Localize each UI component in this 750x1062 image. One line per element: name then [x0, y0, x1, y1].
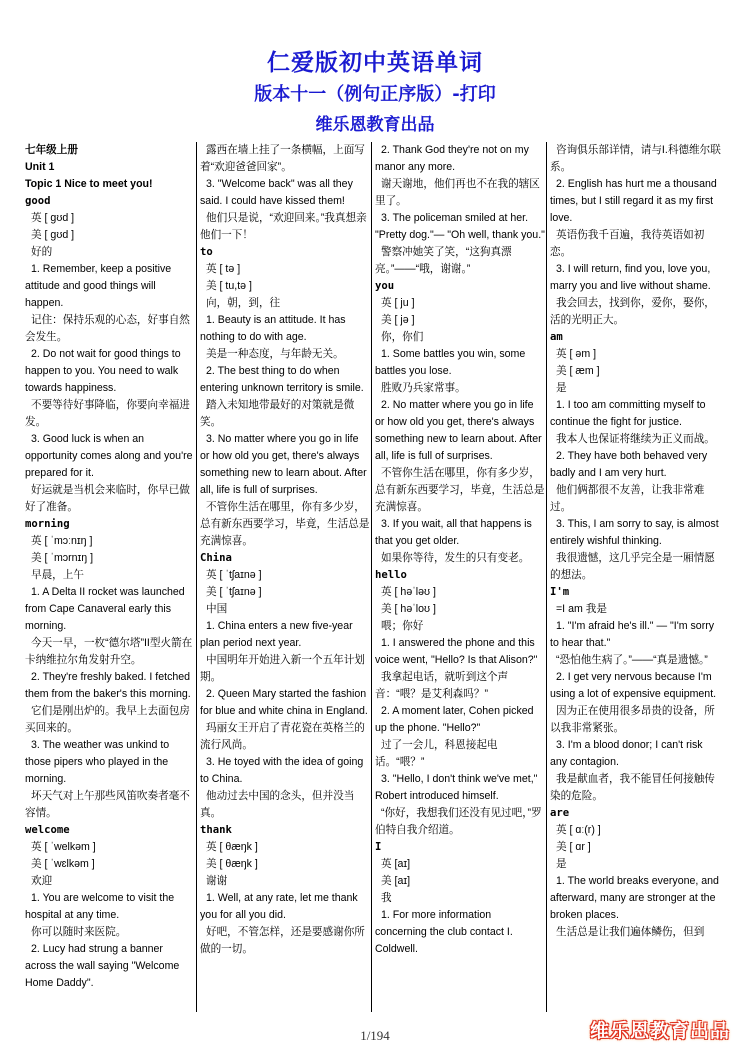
publisher-line: 维乐恩教育出品: [315, 115, 435, 135]
entry-line: 英 [ ɡʊd ]: [31, 212, 75, 224]
word-headword: are: [550, 807, 570, 819]
entry-line: 英 [ ˈwelkəm ]: [31, 841, 96, 853]
entry-line: 咨询俱乐部详情，请与I.科德维尔联系。: [550, 144, 721, 173]
entry-line: 英 [ tə ]: [206, 263, 241, 275]
entry-line: 1. Remember, keep a positive attitude and good things will happen.: [25, 263, 172, 309]
entry-line: 他动过去中国的念头，但并没当真。: [200, 790, 355, 819]
entry-line: 3. The policeman smiled at her. "Pretty dog."— "Oh well, thank you.": [375, 212, 545, 241]
entry-line: 美 [ θæŋk ]: [206, 858, 258, 870]
column-3: [375, 142, 545, 1012]
entry-line: 它们是刚出炉的。我早上去面包房买回来的。: [25, 705, 190, 734]
entry-line: 英 [ ˈtʃaɪnə ]: [206, 569, 262, 581]
entry-line: 踏入未知地带最好的对策就是微笑。: [200, 399, 355, 428]
entry-line: 1. I answered the phone and this voice went, "Hello? Is that Alison?": [375, 637, 538, 666]
entry-line: 美是一种态度，与年龄无关。: [206, 348, 344, 360]
entry-line: 2. English has hurt me a thousand times, but I still regard it as my first love.: [550, 178, 717, 224]
entry-line: 露西在墙上挂了一条横幅，上面写着“欢迎爸爸回家”。: [200, 144, 365, 173]
entry-line: 好运就是当机会来临时，你早已做好了准备。: [25, 484, 190, 513]
word-headword: China: [200, 552, 232, 564]
entry-line: 3. I will return, find you, love you, marry you and live without shame.: [550, 263, 711, 292]
entry-line: 2. Do not wait for good things to happen to you. You need to walk towards happiness.: [25, 348, 181, 394]
entry-line: 英 [aɪ]: [381, 858, 411, 870]
word-headword: good: [25, 195, 51, 207]
entry-line: 你，你们: [381, 331, 424, 343]
entry-line: 好的: [31, 246, 53, 258]
entry-line: 我本人也保证将继续为正义而战。: [556, 433, 715, 445]
entry-line: 早晨，上午: [31, 569, 84, 581]
entry-line: 美 [ ɡʊd ]: [31, 229, 75, 241]
word-headword: welcome: [25, 824, 70, 836]
entry-line: 2. Lucy had strung a banner across the wall saying "Welcome Home Daddy".: [25, 943, 180, 989]
entry-line: 3. He toyed with the idea of going to China.: [200, 756, 364, 785]
entry-line: 向，朝，到，往: [206, 297, 281, 309]
document-subtitle: 版本十一（例句正序版）-打印: [254, 84, 496, 105]
entry-line: “恐怕他生病了。”——“真是遗憾。”: [556, 654, 708, 666]
entry-line: 我很遗憾，这几乎完全是一厢情愿的想法。: [550, 552, 715, 581]
entry-line: 美 [ ɑr ]: [556, 841, 591, 853]
word-headword: to: [200, 246, 213, 258]
word-headword: you: [375, 280, 395, 292]
entry-line: 英 [ θæŋk ]: [206, 841, 258, 853]
entry-line: 中国: [206, 603, 228, 615]
entry-line: 1. China enters a new five-year plan period next year.: [200, 620, 353, 649]
word-headword: I: [375, 841, 382, 853]
entry-line: 美 [ ˈtʃaɪnə ]: [206, 586, 262, 598]
entry-line: 是: [556, 382, 567, 394]
column-divider: [546, 142, 547, 1012]
entry-line: 今天一早，一枚“德尔塔”II型火箭在卡纳维拉尔角发射升空。: [25, 637, 193, 666]
entry-line: 3. Good luck is when an opportunity comes along and you're prepared for it.: [25, 433, 193, 479]
section-heading: 七年级上册: [25, 144, 78, 156]
watermark-logo: 维乐恩教育出品: [590, 1020, 731, 1042]
entry-line: 2. They're freshly baked. I fetched them from the baker's this morning.: [25, 671, 191, 700]
column-4: [550, 142, 722, 1012]
entry-line: 警察冲她笑了笑，“这狗真漂亮。”——“哦，谢谢。”: [375, 246, 512, 275]
entry-line: 3. "Hello, I don't think we've met," Robert introduced himself.: [375, 773, 538, 802]
entry-line: 美 [ jə ]: [381, 314, 415, 326]
column-divider: [196, 142, 197, 1012]
word-headword: hello: [375, 569, 407, 581]
entry-line: 1. "I'm afraid he's ill." — "I'm sorry to hear that.": [550, 620, 715, 649]
entry-line: 1. A Delta II rocket was launched from Cape Canaveral early this morning.: [25, 586, 185, 632]
entry-line: 英 [ həˈləʊ ]: [381, 586, 436, 598]
entry-line: 谢谢: [206, 875, 228, 887]
entry-line: 你可以随时来医院。: [31, 926, 127, 938]
entry-line: 2. Queen Mary started the fashion for blue and white china in England.: [200, 688, 368, 717]
entry-line: 中国明年开始进入新一个五年计划期。: [200, 654, 365, 683]
document-title: 仁爱版初中英语单词: [267, 50, 483, 76]
entry-line: 我拿起电话，就听到这个声音：“喂？是艾利森吗？”: [375, 671, 509, 700]
entry-line: 3. No matter where you go in life or how old you get, there's always something new to learn about. After all, life is full of surprises.: [200, 433, 367, 496]
entry-line: 胜败乃兵家常事。: [381, 382, 466, 394]
entry-line: 1. I too am committing myself to continue the fight for justice.: [550, 399, 706, 428]
entry-line: 美 [ tu,tə ]: [206, 280, 252, 292]
entry-line: 生活总是让我们遍体鳞伤，但到: [556, 926, 705, 938]
entry-line: 不管你生活在哪里，你有多少岁，总有新东西要学习，毕竟，生活总是充满惊喜。: [375, 467, 545, 513]
entry-line: =I am 我是: [556, 603, 607, 615]
word-headword: morning: [25, 518, 70, 530]
entry-line: 3. "Welcome back" was all they said. I could have kissed them!: [200, 178, 353, 207]
entry-line: 不要等待好事降临，你要向幸福进发。: [25, 399, 190, 428]
entry-line: 美 [aɪ]: [381, 875, 411, 887]
entry-line: 美 [ ˈmɔrnɪŋ ]: [31, 552, 94, 564]
entry-line: 1. Beauty is an attitude. It has nothing to do with age.: [200, 314, 346, 343]
entry-line: 1. The world breaks everyone, and afterward, many are stronger at the broken places.: [550, 875, 719, 921]
entry-line: 2. I get very nervous because I'm using a lot of expensive equipment.: [550, 671, 717, 700]
entry-line: “你好，我想我们还没有见过吧，”罗伯特自我介绍道。: [375, 807, 542, 836]
entry-line: 1. Well, at any rate, let me thank you for all you did.: [200, 892, 358, 921]
column-1: [25, 142, 193, 1012]
entry-line: 3. I'm a blood donor; I can't risk any contagion.: [550, 739, 703, 768]
entry-line: 坏天气对上午那些风笛吹奏者毫不容情。: [25, 790, 190, 819]
entry-line: 英 [ ju ]: [381, 297, 415, 309]
entry-line: 1. For more information concerning the club contact I. Coldwell.: [375, 909, 513, 955]
entry-line: 2. No matter where you go in life or how old you get, there's always something new to learn about. After all, life is full of surprises.: [375, 399, 542, 462]
entry-line: 2. A moment later, Cohen picked up the phone. "Hello?": [375, 705, 534, 734]
section-heading: Unit 1: [25, 161, 55, 173]
entry-line: 英 [ əm ]: [556, 348, 597, 360]
entry-line: 喂；你好: [381, 620, 424, 632]
entry-line: 玛丽女王开启了青花瓷在英格兰的流行风尚。: [200, 722, 365, 751]
entry-line: 英 [ ɑː(r) ]: [556, 824, 601, 836]
entry-line: 欢迎: [31, 875, 53, 887]
entry-line: 3. The weather was unkind to those pipers who played in the morning.: [25, 739, 170, 785]
entry-line: 2. They have both behaved very badly and I am very hurt.: [550, 450, 708, 479]
entry-line: 美 [ ˈwɛlkəm ]: [31, 858, 95, 870]
entry-line: 是: [556, 858, 567, 870]
column-divider: [371, 142, 372, 1012]
entry-line: 我会回去，找到你，爱你，娶你，活的光明正大。: [550, 297, 715, 326]
entry-line: 英语伤我千百遍，我待英语如初恋。: [550, 229, 705, 258]
entry-line: 他们俩都很不友善，让我非常难过。: [550, 484, 705, 513]
entry-line: 2. Thank God they're not on my manor any more.: [375, 144, 529, 173]
column-2: [200, 142, 370, 1012]
entry-line: 记住：保持乐观的心态，好事自然会发生。: [25, 314, 190, 343]
entry-line: 英 [ ˈmɔːnɪŋ ]: [31, 535, 93, 547]
entry-line: 不管你生活在哪里，你有多少岁，总有新东西要学习，毕竟，生活总是充满惊喜。: [200, 501, 370, 547]
entry-line: 好吧，不管怎样，还是要感谢你所做的一切。: [200, 926, 365, 955]
section-heading: Topic 1 Nice to meet you!: [25, 178, 153, 190]
entry-line: 3. This, I am sorry to say, is almost entirely wishful thinking.: [550, 518, 719, 547]
entry-line: 因为正在使用很多昂贵的设备，所以我非常紧张。: [550, 705, 715, 734]
word-headword: thank: [200, 824, 232, 836]
entry-line: 1. You are welcome to visit the hospital at any time.: [25, 892, 175, 921]
page-number: 1/194: [360, 1028, 390, 1043]
entry-line: 他们只是说，“欢迎回来。”我真想亲他们一下！: [200, 212, 367, 241]
word-headword: I'm: [550, 586, 570, 598]
entry-line: 我是献血者，我不能冒任何接触传染的危险。: [550, 773, 715, 802]
entry-line: 过了一会儿，科恩接起电话。“喂？”: [375, 739, 498, 768]
word-headword: am: [550, 331, 563, 343]
entry-line: 美 [ həˈloʊ ]: [381, 603, 436, 615]
entry-line: 我: [381, 892, 392, 904]
entry-line: 如果你等待，发生的只有变老。: [381, 552, 530, 564]
entry-line: 3. If you wait, all that happens is that you get older.: [375, 518, 532, 547]
entry-line: 谢天谢地，他们再也不在我的辖区里了。: [375, 178, 540, 207]
entry-line: 2. The best thing to do when entering unknown territory is smile.: [200, 365, 364, 394]
entry-line: 1. Some battles you win, some battles you lose.: [375, 348, 526, 377]
entry-line: 美 [ æm ]: [556, 365, 600, 377]
